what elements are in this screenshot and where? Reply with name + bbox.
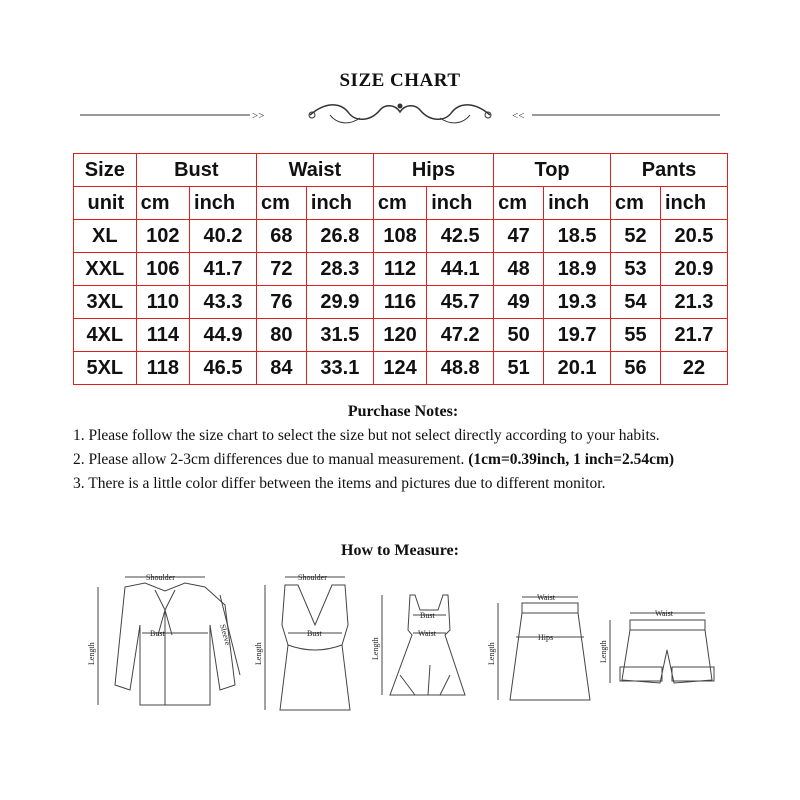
unit-cell: cm: [136, 187, 189, 220]
table-cell: 31.5: [306, 319, 373, 352]
table-cell: 112: [373, 253, 426, 286]
skirt-hips-label: Hips: [538, 633, 554, 642]
table-cell: 48.8: [427, 352, 494, 385]
svg-text:>>: >>: [252, 110, 265, 122]
table-cell: 54: [611, 286, 661, 319]
unit-cell: cm: [373, 187, 426, 220]
table-cell: 48: [494, 253, 544, 286]
table-cell: 19.7: [544, 319, 611, 352]
header-cell: Size: [74, 154, 137, 187]
note-2-text: 2. Please allow 2-3cm differences due to manual measurement.: [73, 451, 469, 468]
table-cell: 4XL: [74, 319, 137, 352]
blouse-diagram-icon: [87, 573, 240, 705]
table-cell: 46.5: [190, 352, 257, 385]
table-cell: 33.1: [306, 352, 373, 385]
header-cell: Bust: [136, 154, 256, 187]
table-cell: 21.7: [660, 319, 727, 352]
table-cell: 50: [494, 319, 544, 352]
table-cell: 20.9: [660, 253, 727, 286]
unit-cell: cm: [611, 187, 661, 220]
table-cell: 76: [256, 286, 306, 319]
table-cell: 44.9: [190, 319, 257, 352]
table-cell: 20.1: [544, 352, 611, 385]
table-cell: 43.3: [190, 286, 257, 319]
table-cell: 49: [494, 286, 544, 319]
unit-cell: inch: [544, 187, 611, 220]
shorts-waist-label: Waist: [655, 609, 674, 618]
dress-waist-label: Waist: [418, 629, 437, 638]
table-cell: 47.2: [427, 319, 494, 352]
table-cell: 102: [136, 220, 189, 253]
table-cell: 53: [611, 253, 661, 286]
table-cell: 120: [373, 319, 426, 352]
table-cell: 84: [256, 352, 306, 385]
table-cell: 124: [373, 352, 426, 385]
unit-cell: inch: [190, 187, 257, 220]
shorts-length-label: Length: [599, 640, 608, 663]
unit-cell: inch: [427, 187, 494, 220]
blouse-sleeve-label: Sleeve: [218, 623, 233, 647]
table-row: [74, 286, 728, 319]
unit-row: [74, 187, 728, 220]
table-cell: 51: [494, 352, 544, 385]
tank-length-label: Length: [254, 642, 263, 665]
table-cell: 19.3: [544, 286, 611, 319]
table-cell: 22: [660, 352, 727, 385]
note-2: [73, 448, 733, 472]
table-cell: 114: [136, 319, 189, 352]
table-cell: 18.9: [544, 253, 611, 286]
table-cell: 110: [136, 286, 189, 319]
table-cell: 44.1: [427, 253, 494, 286]
unit-cell: cm: [494, 187, 544, 220]
table-cell: 106: [136, 253, 189, 286]
tank-top-diagram-icon: [254, 573, 350, 710]
size-table: [73, 153, 728, 385]
svg-text:<<: <<: [512, 110, 525, 122]
blouse-shoulder-label: Shoulder: [146, 573, 175, 582]
purchase-notes: [73, 400, 733, 496]
measurement-diagrams: [70, 565, 730, 735]
table-cell: 72: [256, 253, 306, 286]
blouse-length-label: Length: [87, 642, 96, 665]
table-cell: 118: [136, 352, 189, 385]
table-cell: XL: [74, 220, 137, 253]
note-3: 3. There is a little color differ between the items and pictures due to different monitor.: [73, 475, 606, 492]
table-cell: 52: [611, 220, 661, 253]
table-cell: 40.2: [190, 220, 257, 253]
unit-cell: cm: [256, 187, 306, 220]
table-cell: 5XL: [74, 352, 137, 385]
header-cell: Waist: [256, 154, 373, 187]
table-row: [74, 220, 728, 253]
dress-diagram-icon: [371, 595, 465, 695]
note-2-conversion: (1cm=0.39inch, 1 inch=2.54cm): [468, 451, 675, 468]
blouse-bust-label: Bust: [150, 629, 165, 638]
unit-cell: unit: [74, 187, 137, 220]
table-cell: 42.5: [427, 220, 494, 253]
table-cell: 28.3: [306, 253, 373, 286]
skirt-waist-label: Waist: [537, 593, 556, 602]
tank-shoulder-label: Shoulder: [298, 573, 327, 582]
how-to-measure-heading: How to Measure:: [341, 542, 459, 559]
unit-cell: inch: [660, 187, 727, 220]
purchase-notes-heading: Purchase Notes:: [347, 403, 459, 420]
header-cell: Top: [494, 154, 611, 187]
table-cell: 20.5: [660, 220, 727, 253]
table-cell: XXL: [74, 253, 137, 286]
table-cell: 116: [373, 286, 426, 319]
table-cell: 47: [494, 220, 544, 253]
skirt-length-label: Length: [487, 642, 496, 665]
table-cell: 26.8: [306, 220, 373, 253]
table-cell: 56: [611, 352, 661, 385]
shorts-diagram-icon: [599, 609, 714, 683]
table-cell: 21.3: [660, 286, 727, 319]
note-1: 1. Please follow the size chart to select the size but not select directly according to your habits.: [73, 427, 660, 444]
table-cell: 41.7: [190, 253, 257, 286]
header-cell: Pants: [611, 154, 728, 187]
table-cell: 29.9: [306, 286, 373, 319]
decorative-divider-icon: [80, 100, 720, 130]
table-row: [74, 253, 728, 286]
table-cell: 18.5: [544, 220, 611, 253]
table-cell: 55: [611, 319, 661, 352]
table-cell: 108: [373, 220, 426, 253]
table-cell: 68: [256, 220, 306, 253]
table-row: [74, 352, 728, 385]
size-chart-title: SIZE CHART: [339, 70, 461, 91]
table-cell: 3XL: [74, 286, 137, 319]
tank-bust-label: Bust: [307, 629, 322, 638]
dress-bust-label: Bust: [420, 611, 435, 620]
table-cell: 80: [256, 319, 306, 352]
unit-cell: inch: [306, 187, 373, 220]
dress-length-label: Length: [371, 637, 380, 660]
header-cell: Hips: [373, 154, 493, 187]
table-cell: 45.7: [427, 286, 494, 319]
table-header-row: [74, 154, 728, 187]
skirt-diagram-icon: [487, 593, 590, 700]
table-row: [74, 319, 728, 352]
